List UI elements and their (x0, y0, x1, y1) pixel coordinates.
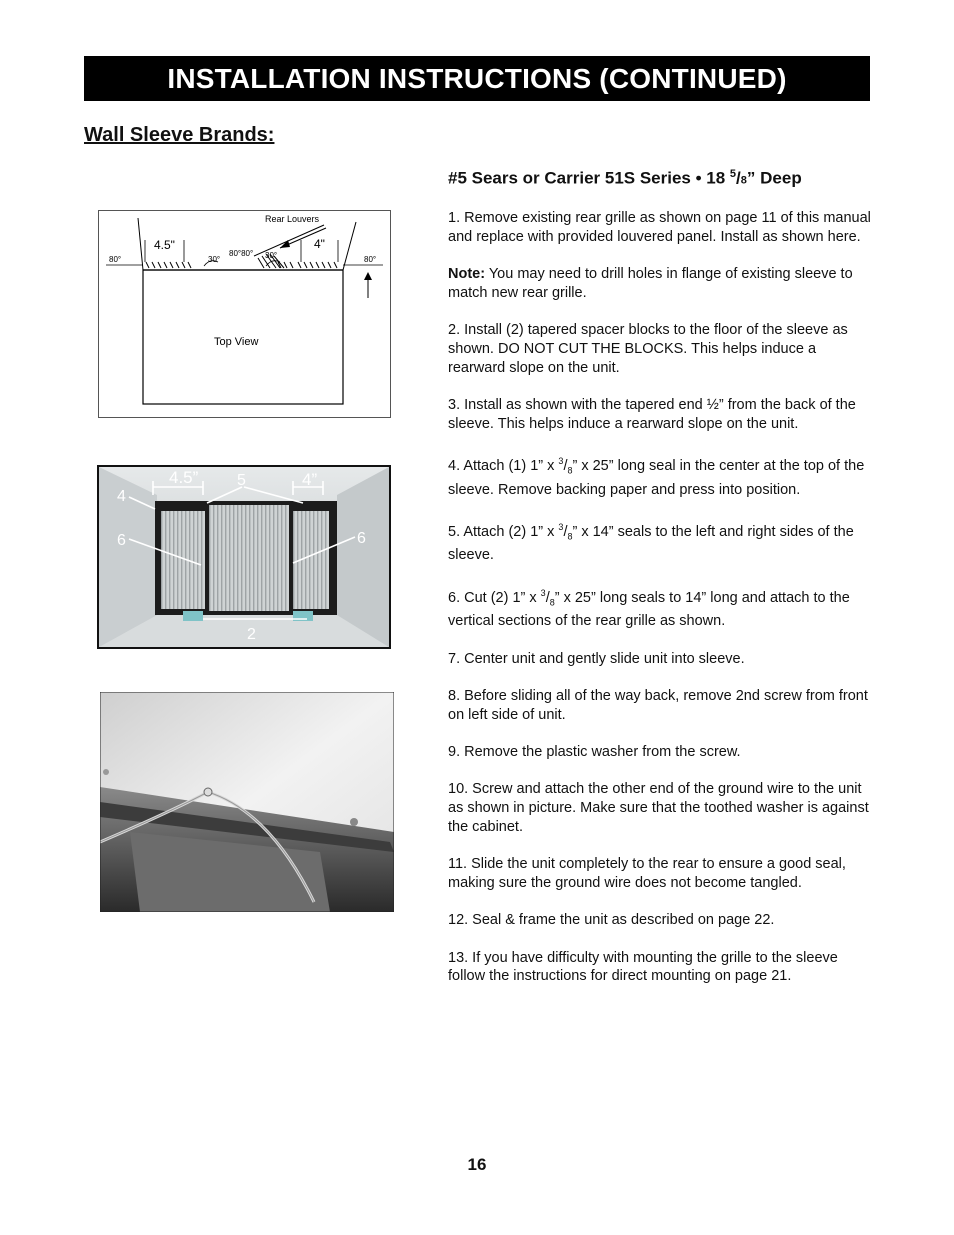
step-2: 2. Install (2) tapered spacer blocks to the floor of the sleeve as shown. DO NOT CUT THE BLOCKS. This helps induce a rearward slope on the unit. (448, 322, 848, 376)
step-1: 1. Remove existing rear grille as shown on page 11 of this manual and replace with provided louvered panel. Install as shown here. (448, 210, 871, 245)
step-5-frac-num: 3 (558, 521, 564, 532)
grille-left-panel (161, 511, 205, 609)
step-6-part-b: ” x 25” long seals to 14” long and attach to the vertical sections of the rear grille as shown. (448, 589, 850, 630)
note-text: You may need to drill holes in flange of existing sleeve to match new rear grille. (448, 266, 853, 301)
page-header-banner (84, 56, 870, 101)
photo-label-2: 2 (247, 626, 256, 643)
step-4-part-a: 4. Attach (1) 1” x (448, 457, 559, 474)
top-view-diagram (98, 210, 391, 418)
step-4-frac-num: 3 (558, 456, 564, 467)
step-4: 4. Attach (1) 1” x $^3/_8$” x 25” long seal in the center at the top of the sleeve. Remove backing paper and press into position. (448, 456, 865, 498)
step-5: 5. Attach (2) 1” x $^3/_8$” x 14” seals to the left and right sides of the sleeve. (448, 521, 854, 564)
angle-center-label: 80°80° (229, 249, 254, 258)
fraction-numerator: 5 (729, 168, 737, 180)
angle-30-left-label: 30° (208, 255, 221, 264)
step-12: 12. Seal & frame the unit as described on page 22. (448, 912, 775, 929)
dim-right-label: 4" (314, 237, 325, 251)
step-4-frac-den: 8 (567, 465, 573, 476)
subsection-suffix: ” Deep (746, 168, 802, 188)
angle-left-label: 80° (109, 255, 122, 264)
angle-30-right-label: 30° (265, 251, 278, 260)
photo-label-6-left: 6 (117, 532, 126, 549)
step-5-frac-den: 8 (567, 531, 573, 542)
instruction-steps (448, 209, 874, 1005)
step-11: 11. Slide the unit completely to the rear to ensure a good seal, making sure the ground wire does not become tangled. (448, 856, 846, 891)
note (448, 265, 874, 302)
step-10: 10. Screw and attach the other end of the ground wire to the unit as shown in picture. Make sure that the toothed washer is against the cabinet. (448, 781, 869, 835)
sleeve-photo (97, 465, 391, 649)
step-9: 9. Remove the plastic washer from the screw. (448, 744, 741, 760)
step-6-frac-num: 3 (540, 587, 546, 598)
rear-louvers-label: Rear Louvers (265, 214, 320, 224)
spacer-block-left (183, 611, 203, 621)
fraction-denominator: 8 (740, 174, 747, 187)
step-3: 3. Install as shown with the tapered end ½” from the back of the sleeve. This helps induce a rearward slope on the unit. (448, 396, 856, 432)
step-6-frac-den: 8 (549, 597, 555, 608)
step-6-part-a: 6. Cut (2) 1” x (448, 589, 541, 606)
subsection-heading: #5 Sears or Carrier 51S Series • 18 $^5$/8” Deep (448, 168, 802, 188)
grille-center-panel (209, 505, 289, 611)
angle-right-label: 80° (364, 255, 377, 264)
step-7: 7. Center unit and gently slide unit into sleeve. (448, 650, 745, 667)
top-view-label: Top View (214, 336, 259, 348)
page-title: INSTALLATION INSTRUCTIONS (CONTINUED) (167, 62, 787, 94)
step-5-part-a: 5. Attach (2) 1” x (448, 523, 559, 540)
step-8: 8. Before sliding all of the way back, remove 2nd screw from front on left side of unit. (448, 687, 868, 723)
step-4-part-b: ” x 25” long seal in the center at the top of the sleeve. Remove backing paper and press into position. (448, 457, 865, 498)
ground-wire-photo (100, 692, 394, 912)
dim-left-label: 4.5" (154, 238, 175, 252)
photo-label-5: 5 (237, 472, 246, 489)
note-label: Note: (448, 266, 486, 283)
page-number: 16 (467, 1155, 487, 1174)
step-5-part-b: ” x 14” seals to the left and right sides of the sleeve. (448, 523, 854, 564)
photo-dim-left: 4.5” (169, 468, 199, 487)
section-title: Wall Sleeve Brands: (84, 124, 275, 146)
photo-label-6-right: 6 (357, 530, 366, 547)
step-13: 13. If you have difficulty with mounting the grille to the sleeve follow the instructions for direct mounting on page 21. (448, 949, 838, 985)
photo-label-4: 4 (117, 488, 126, 505)
step-6: 6. Cut (2) 1” x $^3/_8$” x 25” long seals to 14” long and attach to the vertical sections of the rear grille as shown. (448, 587, 850, 630)
photo-dim-right: 4” (302, 470, 318, 489)
subsection-prefix: #5 Sears or Carrier 51S Series • 18 (448, 168, 730, 188)
